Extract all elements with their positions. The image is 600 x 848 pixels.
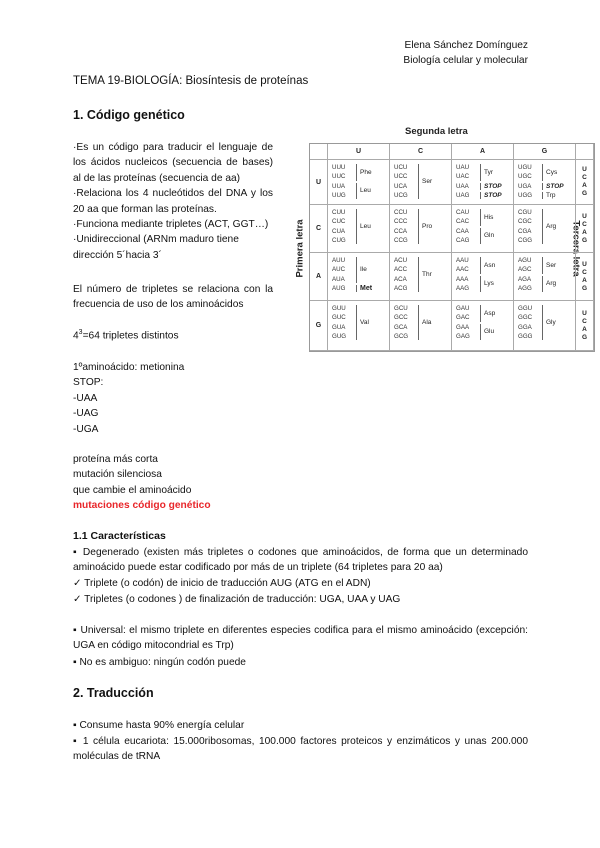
codon: GUU [332,305,346,312]
codon-cell [514,205,576,253]
third-letter: A [582,276,587,284]
codon: GAA [456,323,470,331]
codon: CCG [394,236,408,244]
amino-acid-label [480,305,495,322]
amino-acid-name: Ala [422,319,432,327]
third-letter: G [581,333,588,341]
codon: UGC [518,173,532,181]
third-letter: G [581,284,588,292]
mutation-note: proteína más corta [73,454,158,465]
stop-codon-label [480,192,502,199]
codon-cell [328,301,390,351]
amino-acid-label [418,164,432,199]
traduccion-item: ▪ Consume hasta 90% energía celular [73,720,245,731]
codon: CUC [332,218,346,226]
codon: AUU [332,257,346,264]
traduccion-item: ▪ 1 célula eucariota: 15.000ribosomas, 100.000 factores proteicos y enzimáticos y unas 200.000 moléculas de tRNA [73,736,528,763]
codon: CGC [518,218,532,226]
codon-cell [452,301,514,351]
bullet-item: ·Relaciona los 4 nucleótidos del DNA y los 20 aa que forman las proteínas. [73,188,273,215]
amino-acid-name: Val [360,319,369,327]
mutation-red-label: mutaciones código genético [73,500,211,512]
codon-list [456,304,470,341]
amino-acid-label [418,209,432,244]
codon: CGG [518,236,533,244]
codon: GAC [456,314,470,322]
third-letter-cell [576,301,594,351]
amino-acid-name: Arg [546,280,557,288]
third-letter: G [581,190,588,197]
triplets-exponent: 3 [78,329,83,336]
codon-cell [328,160,390,205]
section-1-bullets [73,140,273,263]
amino-acid-name: Leu [360,187,371,195]
third-letter: C [582,220,587,228]
amino-acid-name: Phe [360,168,372,176]
start-stop-block [73,360,184,437]
codon-list [518,208,532,245]
amino-acid-label [480,228,494,245]
amino-acid-label [356,164,372,181]
amino-acid-label [356,183,371,200]
third-letter-cell [576,253,594,301]
amino-acid-label [542,164,557,181]
codon: UAU [456,164,470,171]
triplets-base: 4 [73,330,79,342]
degenerado-item: ▪ Degenerado (existen más tripletes o codones que aminoácidos, de forma que un determinado aminoácido puede estar codificado por más de un triplete (64 tripletes para 20 aa) [73,547,528,574]
codon: UUC [332,173,346,181]
codon: GAG [456,332,470,340]
codon: UUG [332,191,346,199]
codon-table [309,143,595,352]
codon-list [332,208,346,245]
amino-acid-label [356,305,369,340]
codon: CCC [394,218,408,226]
corner-cell [576,144,594,160]
section-1-heading: 1. Código genético [73,108,185,122]
codon: AGU [518,257,532,264]
third-letter: C [582,268,587,276]
codon: AAC [456,266,469,274]
check-item-start: ✓ Triplete (o codón) de inicio de traducción AUG (ATG en el ADN) [73,578,371,589]
amino-acid-label [480,324,494,341]
codon: GUA [332,323,346,331]
codon: UCC [394,173,408,181]
third-letter: A [582,325,587,333]
universal-item: ▪ Universal: el mismo triplete en diferentes especies codifica para el mismo aminoácido (excepción: UGA en código mitocondrial es Trp) [73,625,528,652]
codon: AUA [332,275,345,283]
amino-acid-name: Lys [484,280,494,288]
amino-acid-name: STOP [484,182,502,190]
third-letter: C [582,174,587,181]
codon: CGA [518,227,532,235]
triplets-rest: =64 tripletes distintos [82,330,179,342]
bullet-item: ·Es un código para traducir el lenguaje de los ácidos nucleicos (secuencia de bases) al de las proteínas (secuencia de aa) [73,142,273,184]
codon: ACA [394,275,407,283]
codon: UAG [456,191,470,199]
amino-acid-label [356,257,367,283]
third-letter: U [582,309,587,317]
codon: CAA [456,227,469,235]
codon: GUG [332,332,347,340]
mutation-note: mutación silenciosa [73,469,162,481]
third-letter: C [582,317,587,325]
amino-acid-name: Thr [422,271,432,279]
first-letter-label: Primera letra [294,219,306,278]
ambiguo-item: ▪ No es ambiguo: ningún codón puede [73,657,246,668]
codon-cell [390,301,452,351]
codon: AAG [456,284,470,292]
stop-codon: -UAA [73,392,98,404]
codon: GGU [518,305,533,312]
section-2-heading: 2. Traducción [73,686,154,700]
codon: UCU [394,164,408,171]
codon: GCU [394,305,408,312]
codon: AGA [518,275,532,283]
document-header [300,38,528,69]
amino-acid-label [356,209,371,244]
stop-codon: -UGA [73,423,99,435]
codon: UUA [332,182,346,190]
amino-acid-name: Leu [360,223,371,231]
codon-list [456,208,469,245]
amino-acid-name: His [484,213,494,221]
codon: UAA [456,182,469,190]
codon-table-figure [290,125,588,395]
amino-acid-name: Tyr [484,168,494,176]
codon-list [456,163,469,200]
third-letter-cell [576,205,594,253]
amino-acid-label [356,285,372,292]
bullet-item: ·Funciona mediante tripletes (ACT, GGT…) [73,219,269,231]
codon-list [394,304,408,341]
first-letter-cell: G [310,301,328,351]
amino-acid-label [480,164,493,181]
mutation-note: que cambie el aminoácido [73,484,192,496]
third-letter-cell [576,160,594,205]
amino-acid-name: Trp [546,192,556,200]
stop-codon-label [480,183,502,190]
codon-cell [452,160,514,205]
corner-cell [310,144,328,160]
codon-cell [514,160,576,205]
codon: GAU [456,305,470,312]
amino-acid-label [418,305,431,340]
codon: CAU [456,209,470,216]
check-item-stop: ✓ Tripletes (o codones ) de finalización de traducción: UGA, UAA y UAG [73,594,401,605]
document-title: TEMA 19-BIOLOGÍA: Biosíntesis de proteínas [73,75,309,87]
codon-cell [452,205,514,253]
codon: ACG [394,284,408,292]
amino-acid-name: Asp [484,309,496,317]
amino-acid-label [418,257,432,292]
codon-list [518,256,532,293]
amino-acid-label [542,276,556,293]
first-letter-cell: U [310,160,328,205]
codon: AUC [332,266,346,274]
codon: GUC [332,314,346,322]
codon: GGA [518,323,532,331]
amino-acid-label [542,192,556,199]
amino-acid-name: Pro [422,223,433,231]
codon: AAA [456,275,469,283]
codon: GGG [518,332,533,340]
bullet-item: ·Unidireccional (ARNm maduro tiene dirección 5´hacia 3´ [73,234,239,261]
course-name: Biología celular y molecular [403,55,528,67]
codon-cell [390,160,452,205]
amino-acid-name: Met [360,285,373,293]
codon: GCA [394,323,408,331]
mutation-block [73,452,211,514]
codon: UCG [394,191,408,199]
codon-list [394,256,407,293]
third-letter: G [581,236,588,244]
codon: GCG [394,332,409,340]
amino-acid-label [542,209,556,244]
codon-list [394,208,408,245]
amino-acid-label [480,257,495,274]
codon: AGG [518,284,532,292]
third-letter: U [582,212,587,220]
codon-cell [328,205,390,253]
codon-cell [452,253,514,301]
section-1-1-heading: 1.1 Características [73,530,166,542]
codon-cell [514,253,576,301]
codon: AGC [518,266,532,274]
amino-acid-name: Ile [360,266,367,274]
codon: UGU [518,164,532,171]
second-letter-header: G [514,144,576,160]
frequency-note: El número de tripletes se relaciona con la frecuencia de uso de los aminoácidos [73,284,273,311]
codon-list [518,304,532,341]
third-letter: U [582,260,587,268]
amino-acid-name: STOP [484,192,502,200]
codon: CAC [456,218,470,226]
third-letter: A [582,182,587,189]
codon: CGU [518,209,532,216]
codon: AUG [332,284,346,292]
codon: AAU [456,257,469,264]
stop-codon: -UAG [73,408,99,420]
codon: UUU [332,164,346,171]
codon: CAG [456,236,470,244]
codon: ACC [394,266,408,274]
codon: UGG [518,191,533,199]
second-letter-header: A [452,144,514,160]
amino-acid-label [542,305,556,340]
codon: GCC [394,314,408,322]
codon: UCA [394,182,408,190]
author-name: Elena Sánchez Domínguez [404,40,528,51]
amino-acid-name: Gly [546,319,556,327]
amino-acid-name: Glu [484,328,495,336]
codon: UAC [456,173,470,181]
stop-label: STOP: [73,377,104,389]
codon-cell [390,253,452,301]
third-letter: U [582,166,587,173]
codon-list [332,163,346,200]
amino-acid-label [480,209,493,226]
codon-list [456,256,469,293]
third-letter-label: Tercera letra [570,220,582,277]
codon: CUA [332,227,346,235]
codon-list [394,163,408,200]
codon: GGC [518,314,533,322]
codon-table-title: Segunda letra [405,126,468,137]
codon: CUU [332,209,346,216]
codon-cell [390,205,452,253]
codon-list [518,163,532,200]
amino-acid-name: Ser [422,178,433,186]
first-letter-cell: C [310,205,328,253]
amino-acid-label [480,276,494,293]
second-letter-header: C [390,144,452,160]
codon: UGA [518,182,532,190]
codon-list [332,304,346,341]
codon-cell [328,253,390,301]
stop-codon-label [542,183,564,190]
second-letter-header: U [328,144,390,160]
codon: CCA [394,227,408,235]
codon: ACU [394,257,408,264]
codon: CCU [394,209,408,216]
third-letter: A [582,228,587,236]
amino-acid-name: Arg [546,223,557,231]
amino-acid-name: Gln [484,232,495,240]
codon: CUG [332,236,346,244]
amino-acid-name: STOP [546,182,564,190]
amino-acid-name: Ser [546,261,557,269]
codon-list [332,256,345,293]
amino-acid-name: Asn [484,261,496,269]
first-aminoacid: 1ºaminoácido: metionina [73,362,185,373]
amino-acid-label [542,257,556,274]
triplets-count [73,325,179,344]
first-letter-cell: A [310,253,328,301]
amino-acid-name: Cys [546,168,558,176]
codon-cell [514,301,576,351]
